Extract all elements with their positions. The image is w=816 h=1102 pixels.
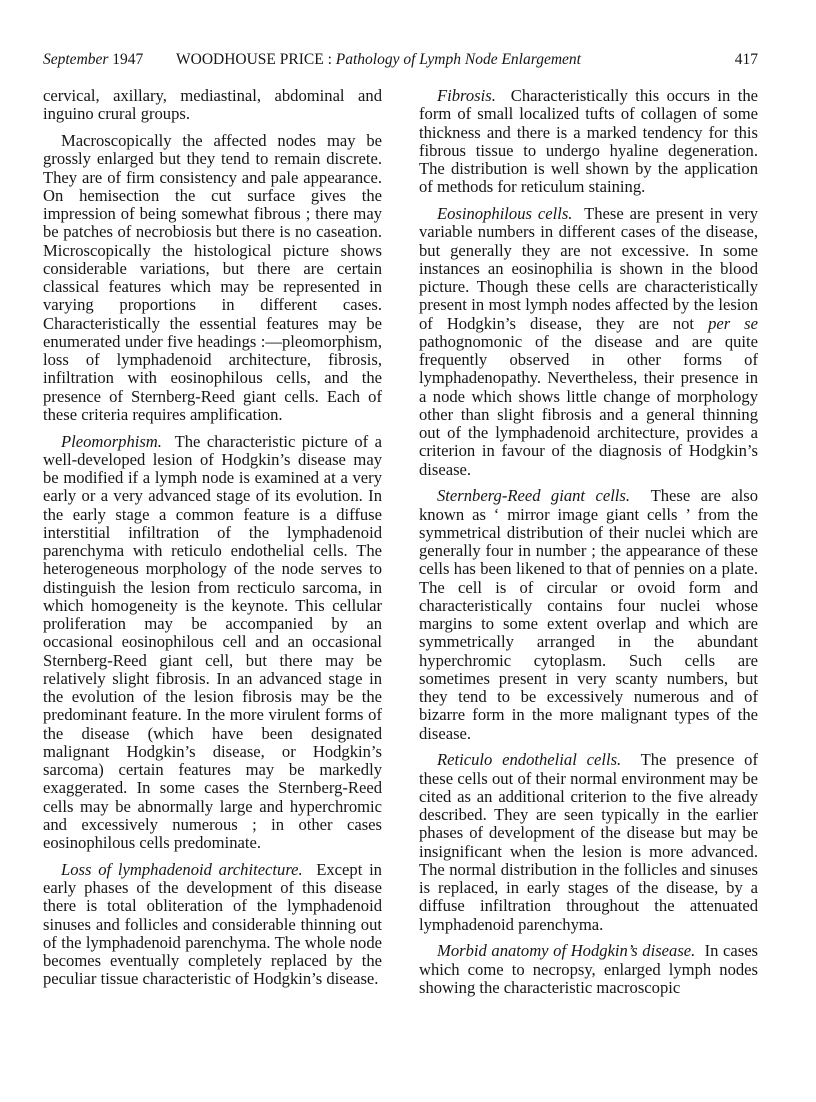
- page-number: 417: [734, 51, 758, 68]
- author-name: WOODHOUSE PRICE: [176, 51, 324, 68]
- paragraph-macroscopic: [43, 132, 382, 424]
- issue-month: September: [43, 51, 109, 68]
- paragraph-text: In cases which come to necropsy, enlarged lymph nodes showing the characteristic macroscopic: [419, 941, 759, 997]
- paragraph-fibrosis: [419, 87, 758, 197]
- article-title: Pathology of Lymph Node Enlargement: [335, 51, 581, 68]
- running-head: [43, 50, 758, 70]
- section-heading-fibrosis: Fibrosis.: [437, 86, 496, 105]
- paragraph-text: Except in early phases of the development of this disease there is total obliteration of the lymphadenoid sinuses and follicles and considerable thinning out of the lymphadenoid parenchyma. The whole node becomes eventually completely replaced by the peculiar tissue characteristic of Hodgkin’s disease.: [43, 859, 382, 989]
- issue-year: 1947: [112, 51, 144, 68]
- paragraph-eosinophilous-cells: [419, 205, 758, 479]
- paragraph-loss-of-architecture: [43, 861, 382, 989]
- paragraph-sternberg-reed: [419, 487, 758, 743]
- left-column: [43, 87, 382, 997]
- paragraph-text: pathognomonic of the disease and are quite frequently observed in other forms of lymphadenopathy. Nevertheless, their presence in a node which shows little change of morphology other than slight fibrosis and a general thinning out of the lymphadenoid architecture, provides a criterion in favour of the diagnosis of Hodgkin’s disease.: [419, 331, 758, 479]
- section-heading-pleomorphism: Pleomorphism.: [61, 431, 162, 451]
- section-heading-morbid-anatomy: Morbid anatomy of Hodgkin’s disease.: [437, 941, 696, 961]
- paragraph-text: The characteristic picture of a well-developed lesion of Hodgkin’s disease may be modified if a lymph node is examined at a very early or a very advanced stage of its evolution. In the early stage a common feature is a diffuse interstitial infiltration of the lymphadenoid parenchyma with reticulo endothelial cells. The heterogeneous morphology of the node serves to distinguish the lesion from recticulo sarcoma, in which homogeneity is the keynote. This cellular proliferation may be accompanied by an occasional eosinophilous cell and an occasional Sternberg-Reed giant cell, but there may be relatively slight fibrosis. In an advanced stage in the evolution of the lesion fibrosis may be the predominant feature. In the more virulent forms of the disease (which have been designated malignant Hodgkin’s disease, or Hodgkin’s sarcoma) certain features may be markedly exaggerated. In some cases the Sternberg-Reed cells may be abnormally large and hyperchromic and excessively numerous ; in other cases eosinophilous cells predominate.: [43, 431, 382, 852]
- paragraph-text: These are also known as ‘ mirror image giant cells ’ from the symmetrical distribution of their nuclei which are generally four in number ; the appearance of these cells has been likened to that of pennies on a plate. The cell is of circular or ovoid form and characteristically contains four nuclei whose margins to some extent overlap and which are symmetrically arranged in the abundant hyperchromic cytoplasm. Such cells are sometimes present in very scanty numbers, but they tend to be excessively numerous and of bizarre form in the more malignant types of the disease.: [419, 486, 759, 743]
- paragraph-text: cervical, axillary, mediastinal, abdominal and inguino crural groups.: [43, 86, 382, 124]
- paragraph-text: The presence of these cells out of their normal environment may be cited as an additional criterion to the five already described. They are seen typically in the earlier phases of development of the disease but may be insignificant when the lesion is more advanced. The normal distribution in the follicles and sinuses is replaced, in early stages of the disease, by a diffuse infiltration throughout the attenuated lymphadenoid parenchyma.: [419, 750, 758, 934]
- paragraph-sites: [43, 87, 382, 124]
- emphasis-per-se: per se: [708, 313, 759, 333]
- paragraph-text: Macroscopically the affected nodes may be grossly enlarged but they tend to remain discrete. They are of firm consistency and pale appearance. On hemisection the cut surface gives the impression of being somewhat fibrous ; there may be patches of necrobiosis but there is no caseation. Microscopically the histological picture shows considerable variations, but there are certain classical features which may be represented in varying proportions in different cases. Characteristically the essential features may be enumerated under five headings :—pleomorphism, loss of lymphadenoid architecture, fibrosis, infiltration with eosinophilous cells, and the presence of Sternberg-Reed giant cells. Each of these criteria requires amplification.: [43, 131, 382, 424]
- paragraph-pleomorphism: [43, 433, 382, 853]
- right-column: [419, 87, 758, 1006]
- paragraph-text: These are present in very variable numbers in different cases of the disease, but generally they are not excessive. In some instances an eosinophilia is shown in the blood picture. Though these cells are characteristically present in most lymph nodes affected by the lesion of Hodgkin’s disease, they are not: [419, 204, 759, 333]
- issue-date: [43, 50, 143, 70]
- paragraph-morbid-anatomy: [419, 942, 758, 997]
- section-heading-sternberg-reed: Sternberg-Reed giant cells.: [437, 486, 631, 506]
- title-separator: :: [327, 51, 332, 68]
- section-heading-loss-of-architecture: Loss of lymphadenoid architecture.: [61, 859, 303, 879]
- article-running-title: [176, 50, 581, 70]
- section-heading-reticulo-endothelial: Reticulo endothelial cells.: [437, 750, 622, 770]
- paragraph-text: Characteristically this occurs in the form of small localized tufts of collagen of some thickness and there is a marked tendency for this fibrous tissue to undergo hyaline degeneration. The distribution is well shown by the application of methods for reticulum staining.: [419, 86, 758, 197]
- paragraph-reticulo-endothelial: [419, 751, 758, 934]
- section-heading-eosinophilous-cells: Eosinophilous cells.: [437, 204, 573, 223]
